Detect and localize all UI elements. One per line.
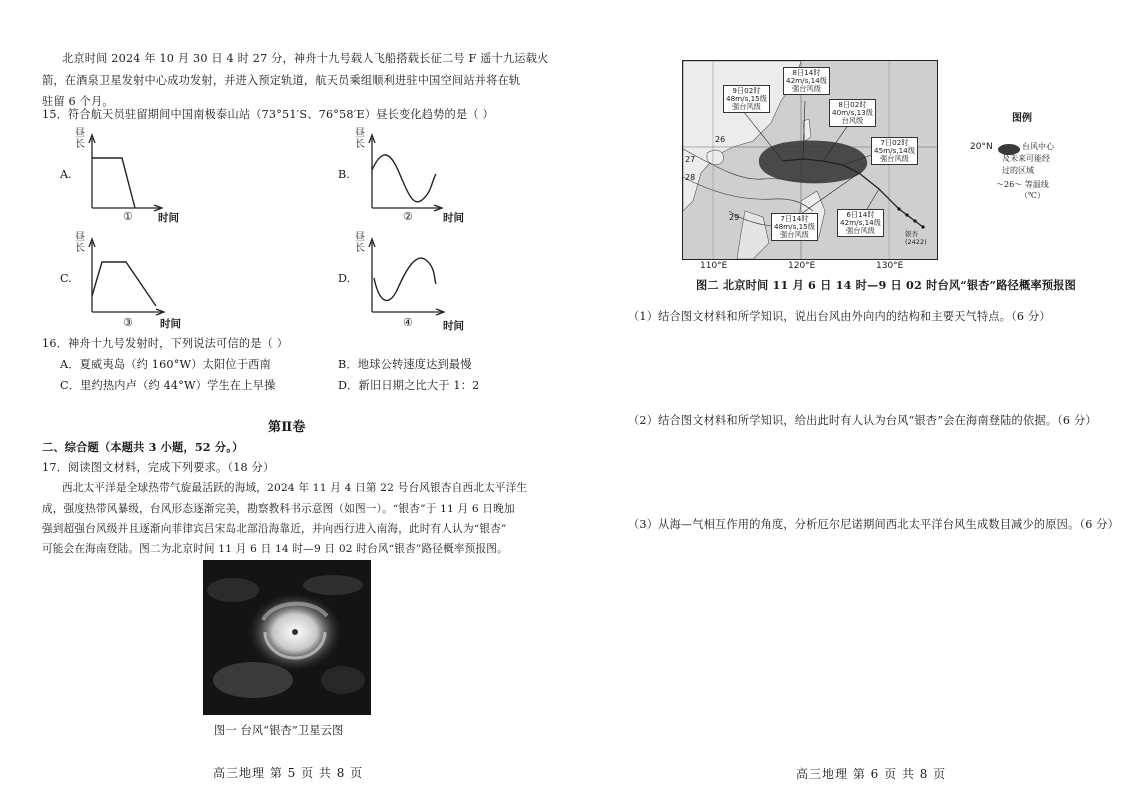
- callout-line: 8日02时: [838, 100, 867, 109]
- satellite-cloud-graphic: [203, 560, 371, 715]
- q15-b-xlabel: 时间: [443, 212, 464, 224]
- q15-option-c-label: C.: [60, 272, 72, 285]
- q15-option-d-label: D.: [338, 272, 351, 285]
- intro-line-1: 北京时间 2024 年 10 月 30 日 4 时 27 分，神舟十九号载人飞船搭载长征二号 F 遥十九运载火: [62, 52, 549, 65]
- callout-line: 48m/s,15级: [774, 222, 815, 231]
- callout-line: 42m/s,14级: [840, 218, 881, 227]
- callout-line: 9日02时: [732, 86, 761, 95]
- callout-line: 强台风级: [880, 154, 909, 163]
- callout-7d14: [771, 213, 818, 241]
- question-2: （2）结合图文材料和所学知识，给出此时有人认为台风“银杏”会在海南登陆的依据。（6 分）: [628, 414, 1097, 427]
- q16-option-a: A．夏威夷岛（约 160°W）太阳位于西南: [60, 358, 271, 371]
- right-page: [570, 0, 1139, 800]
- right-footer: 高三地理 第 6 页 共 8 页: [796, 767, 947, 781]
- isotherm-label-26: 26: [715, 135, 726, 144]
- legend-isotherm-unit: （℃）: [1020, 191, 1045, 200]
- intro-line-3: 驻留 6 个月。: [42, 95, 114, 108]
- callout-line: 40m/s,13级: [832, 108, 873, 117]
- legend-title: 图例: [1012, 113, 1032, 124]
- q17-stem: 17．阅读图文材料，完成下列要求。（18 分）: [42, 461, 275, 474]
- q17-material-line-4: 可能会在海南登陆。图二为北京时间 11 月 6 日 14 时—9 日 02 时台风“银杏”路径概率预报图。: [42, 543, 508, 555]
- q15-option-a-label: A.: [60, 168, 72, 181]
- lon-label-130: 130°E: [876, 261, 904, 271]
- legend-isotherm-text: ～26～ 等温线: [996, 180, 1049, 189]
- q15-a-number: ①: [123, 210, 133, 223]
- typhoon-track-map: [682, 60, 938, 260]
- section-header: 二、综合题（本题共 3 小题，52 分。）: [42, 440, 244, 454]
- callout-line: 强台风级: [732, 102, 761, 111]
- q15-b-ylabel: 昼长: [355, 128, 365, 150]
- typhoon-satellite-image: [203, 560, 371, 715]
- q17-material-line-1: 西北太平洋是全球热带气旋最活跃的海域，2024 年 11 月 4 日第 22 号台风银杏自西北太平洋生: [62, 482, 528, 494]
- callout-8d14: [783, 67, 830, 95]
- lon-label-110: 110°E: [700, 261, 728, 271]
- q15-d-number: ④: [403, 316, 413, 329]
- q16-option-b: B．地球公转速度达到最慢: [338, 358, 472, 371]
- callout-line: 强台风级: [780, 230, 809, 239]
- fig1-caption: 图一 台风“银杏”卫星云图: [214, 724, 344, 737]
- legend-typhoon-text-2: 及未来可能经: [1002, 154, 1050, 163]
- section-title: 第Ⅱ卷: [268, 420, 306, 435]
- q15-b-number: ②: [403, 210, 413, 223]
- q15-c-number: ③: [123, 316, 133, 329]
- q16-stem: 16．神舟十九号发射时，下列说法可信的是（ ）: [42, 337, 289, 350]
- isotherm-label-28: 28: [685, 173, 696, 182]
- q15-graph-d: [360, 234, 480, 329]
- callout-9d02: [723, 85, 770, 113]
- q17-material-line-2: 成，强度热带风暴级，台风形态逐渐完美，勘察教科书示意图（如图一）。“银杏”于 11 月 6 日晚加: [42, 503, 515, 515]
- isotherm-label-29: 29: [729, 213, 740, 222]
- q15-a-ylabel: 昼长: [75, 128, 85, 150]
- callout-line: 强台风级: [846, 226, 875, 235]
- callout-line: 强台风级: [792, 84, 821, 93]
- callout-line: 42m/s,14级: [786, 76, 827, 85]
- callout-line: 6日14时: [846, 210, 875, 219]
- fig2-caption: 图二 北京时间 11 月 6 日 14 时—9 日 02 时台风“银杏”路径概率预报图: [696, 278, 1077, 292]
- lat-label-20n: 20°N: [970, 142, 993, 152]
- q15-c-ylabel: 昼长: [75, 232, 85, 254]
- callout-line: 台风级: [841, 116, 864, 125]
- q15-option-b-label: B.: [338, 168, 350, 181]
- callout-line: 48m/s,15级: [726, 94, 767, 103]
- q15-c-xlabel: 时间: [160, 318, 181, 330]
- callout-line: 7日02时: [880, 138, 909, 147]
- callout-line: 45m/s,14级: [874, 146, 915, 155]
- q15-graph-a: [80, 130, 200, 225]
- lon-label-120: 120°E: [788, 261, 816, 271]
- isotherm-label-27: 27: [685, 155, 696, 164]
- callout-line: 7日14时: [780, 214, 809, 223]
- q16-option-d: D．新旧日期之比大于 1：2: [338, 379, 480, 392]
- q15-a-xlabel: 时间: [158, 212, 179, 224]
- typhoon-name-label: 银杏(2422): [905, 230, 927, 246]
- legend-typhoon-text-3: 过的区域: [1002, 166, 1034, 175]
- question-3: （3）从海—气相互作用的角度，分析厄尔尼诺期间西北太平洋台风生成数目减少的原因。（6 分）: [628, 518, 1120, 531]
- intro-line-2: 箭，在酒泉卫星发射中心成功发射，并进入预定轨道，航天员乘组顺利进驻中国空间站并将在轨: [42, 74, 521, 87]
- callout-8d02: [829, 99, 876, 127]
- q17-material-line-3: 强到超强台风级并且逐渐向菲律宾吕宋岛北部沿海靠近，并向西行进入南海，此时有人认为“银杏”: [42, 523, 507, 535]
- q16-option-c: C．里约热内卢（约 44°W）学生在上早操: [60, 379, 276, 392]
- callout-6d14: [837, 209, 884, 237]
- legend-typhoon-text-1: 台风中心: [1022, 142, 1054, 151]
- q15-stem: 15．符合航天员驻留期间中国南极泰山站（73°51′S、76°58′E）昼长变化趋势的是（ ）: [42, 108, 494, 121]
- callout-line: 8日14时: [792, 68, 821, 77]
- callout-7d02: [871, 137, 918, 165]
- q15-d-xlabel: 时间: [443, 320, 464, 332]
- q15-graph-c: [80, 234, 200, 329]
- q15-d-ylabel: 昼长: [355, 232, 365, 254]
- question-1: （1）结合图文材料和所学知识，说出台风由外向内的结构和主要天气特点。（6 分）: [628, 310, 1051, 323]
- left-footer: 高三地理 第 5 页 共 8 页: [213, 766, 364, 780]
